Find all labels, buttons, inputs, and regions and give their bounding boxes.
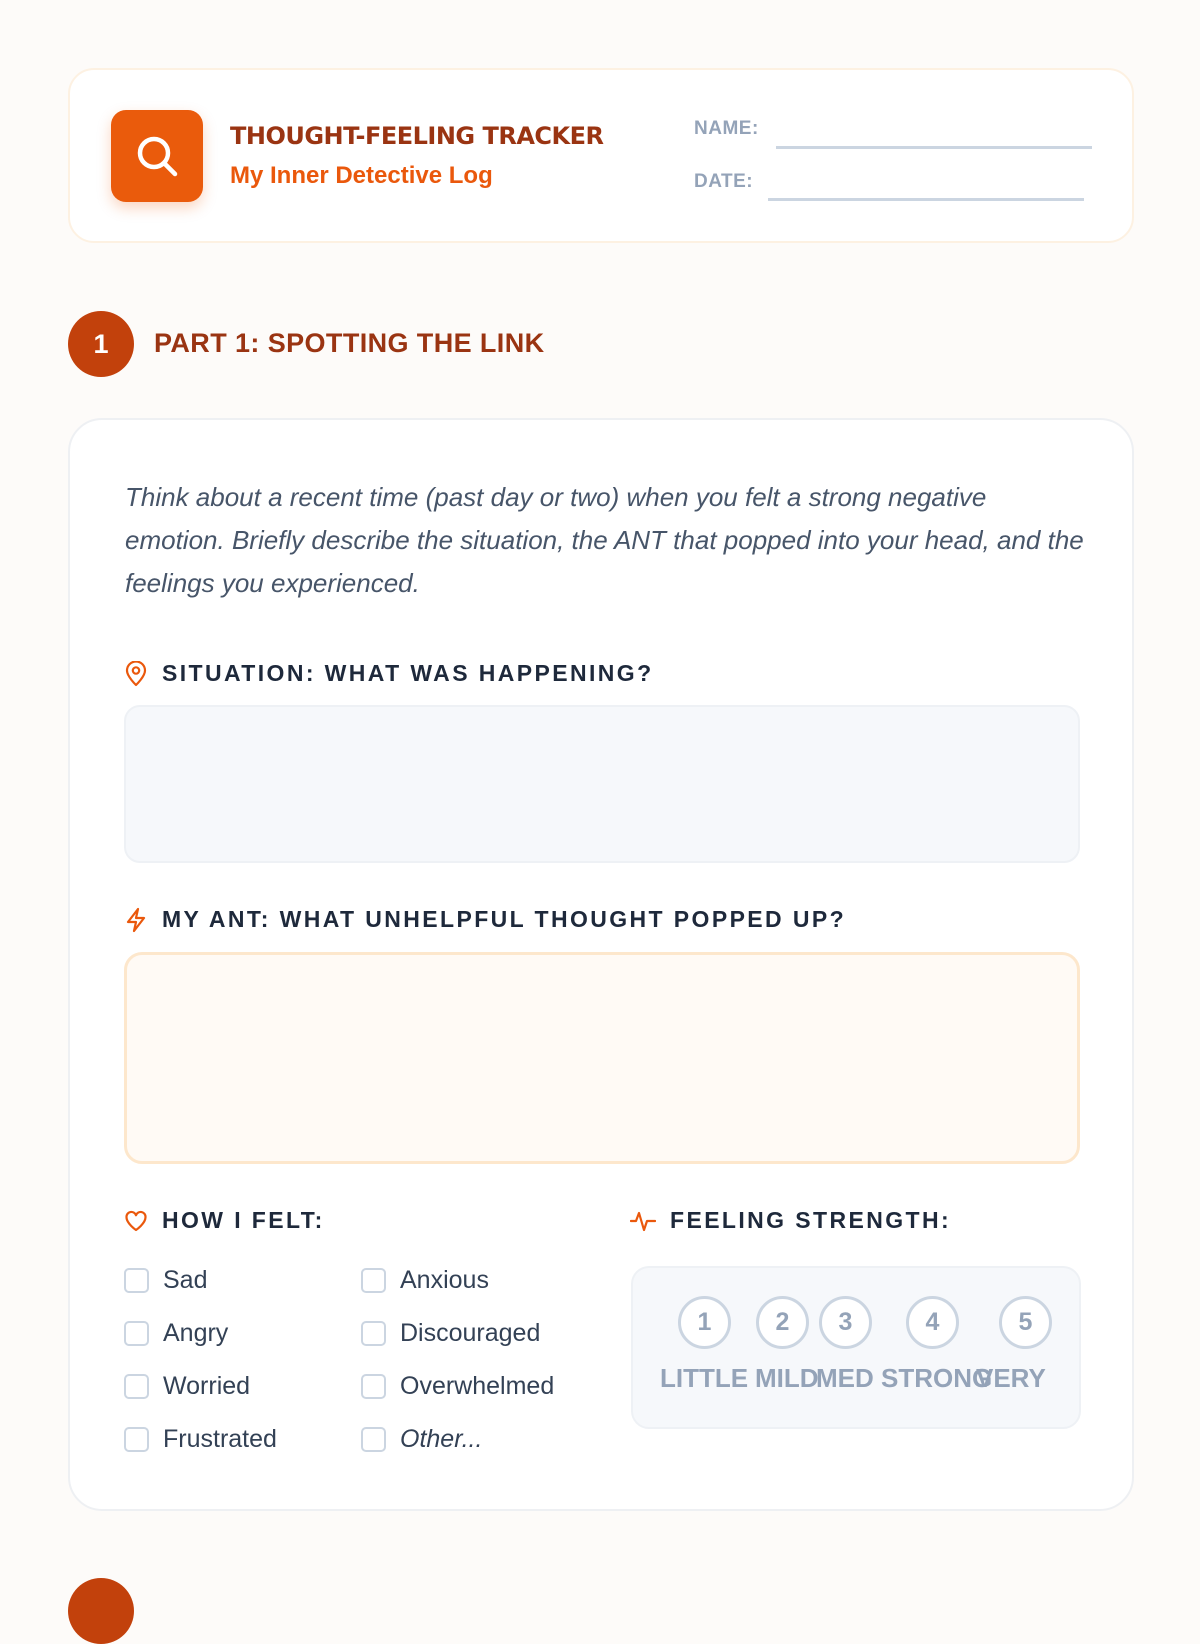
feeling-option[interactable] xyxy=(124,1372,250,1401)
heart-icon xyxy=(124,1209,148,1233)
ant-label: MY ANT: WHAT UNHELPFUL THOUGHT POPPED UP? xyxy=(162,906,847,932)
date-label: DATE: xyxy=(694,171,754,192)
checkbox[interactable] xyxy=(361,1374,386,1399)
checkbox[interactable] xyxy=(361,1268,386,1293)
part-title: PART 1: SPOTTING THE LINK xyxy=(154,328,545,358)
feeling-option-other[interactable] xyxy=(361,1425,482,1454)
feeling-label: Discouraged xyxy=(400,1319,541,1347)
situation-input[interactable] xyxy=(124,705,1080,863)
feeling-option[interactable] xyxy=(361,1372,554,1401)
feeling-label: Sad xyxy=(163,1266,208,1294)
strength-label-strong: STRONG xyxy=(881,1363,993,1393)
search-icon xyxy=(133,132,181,180)
situation-label: SITUATION: WHAT WAS HAPPENING? xyxy=(162,660,654,686)
name-label: NAME: xyxy=(694,118,759,139)
feeling-label: Frustrated xyxy=(163,1425,277,1453)
feeling-label: Overwhelmed xyxy=(400,1372,555,1400)
checkbox[interactable] xyxy=(361,1427,386,1452)
strength-option-5[interactable]: 5 xyxy=(999,1296,1052,1349)
page-title: THOUGHT-FEELING TRACKER xyxy=(230,122,604,150)
feeling-option[interactable] xyxy=(124,1425,277,1454)
strength-option-2[interactable]: 2 xyxy=(756,1296,809,1349)
map-pin-icon xyxy=(124,661,148,687)
checkbox[interactable] xyxy=(124,1321,149,1346)
felt-label-row xyxy=(124,1207,325,1234)
name-field[interactable] xyxy=(776,146,1092,149)
strength-option-3[interactable]: 3 xyxy=(819,1296,872,1349)
strength-scale xyxy=(631,1266,1081,1429)
feeling-label: Worried xyxy=(163,1372,251,1400)
lightning-icon xyxy=(124,907,148,933)
feeling-option[interactable] xyxy=(361,1319,540,1348)
strength-label: FEELING STRENGTH: xyxy=(670,1207,952,1233)
part1-card xyxy=(68,418,1134,1511)
header-card xyxy=(68,68,1134,243)
instructions-text: Think about a recent time (past day or two) when you felt a strong negative emotion. Briefly describe the situation, the ANT that popped into your head, and the feelings you experienced. xyxy=(125,482,1084,598)
felt-label: HOW I FELT: xyxy=(162,1207,325,1233)
strength-option-1[interactable]: 1 xyxy=(678,1296,731,1349)
strength-label-very: VERY xyxy=(976,1363,1046,1393)
strength-label-mild: MILD xyxy=(755,1363,819,1393)
feeling-option[interactable] xyxy=(124,1266,207,1295)
feeling-option[interactable] xyxy=(124,1319,228,1348)
checkbox[interactable] xyxy=(124,1268,149,1293)
date-field[interactable] xyxy=(768,198,1084,201)
feeling-label: Angry xyxy=(163,1319,229,1347)
ant-label-row xyxy=(124,906,846,933)
page-subtitle: My Inner Detective Log xyxy=(230,162,493,189)
strength-label-little: LITTLE xyxy=(660,1363,749,1393)
situation-label-row xyxy=(124,660,654,687)
strength-option-4[interactable]: 4 xyxy=(906,1296,959,1349)
strength-label-med: MED xyxy=(816,1363,874,1393)
part-2-badge xyxy=(68,1578,134,1644)
ant-input[interactable] xyxy=(124,952,1080,1164)
feeling-label-other: Other... xyxy=(400,1425,483,1453)
feeling-option[interactable] xyxy=(361,1266,489,1295)
strength-label-row xyxy=(630,1207,951,1234)
feeling-label: Anxious xyxy=(400,1266,489,1294)
checkbox[interactable] xyxy=(124,1374,149,1399)
part-number-badge: 1 xyxy=(68,311,134,377)
pulse-icon xyxy=(630,1209,656,1233)
checkbox[interactable] xyxy=(361,1321,386,1346)
logo xyxy=(111,110,203,202)
checkbox[interactable] xyxy=(124,1427,149,1452)
